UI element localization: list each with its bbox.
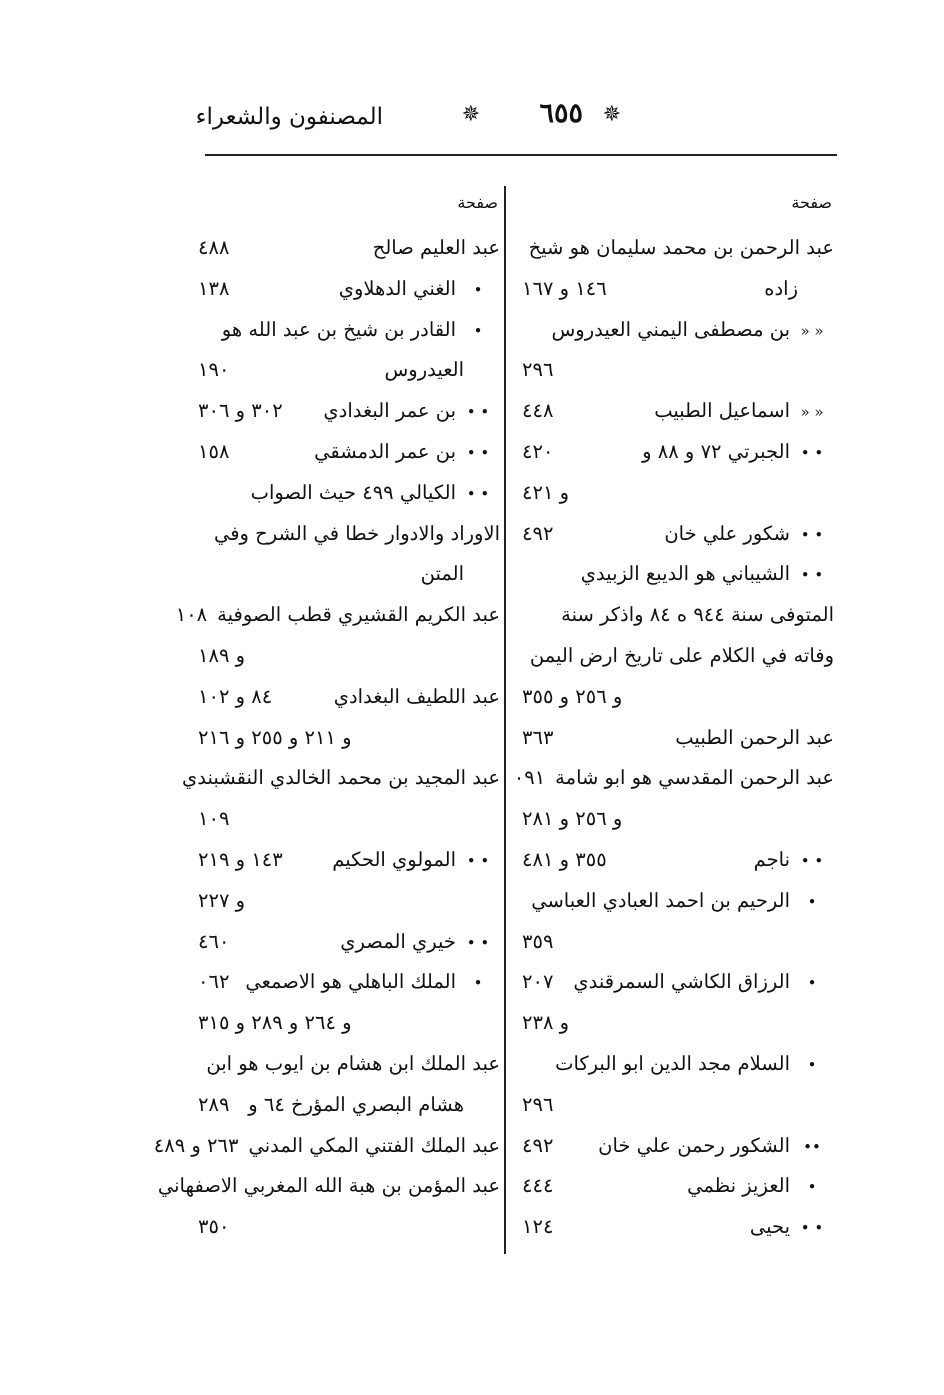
entry-name: هشام البصري المؤرخ ٦٤ و [248,1092,464,1116]
page-reference: ٤٩٢ [522,1133,554,1157]
entry-name: اسماعيل الطبيب [654,399,790,423]
page-reference: ٤٦٠ [198,929,230,953]
page-number: ٦٥٥ [539,98,583,129]
entry-name: شكور علي خان [664,521,790,545]
index-entry [190,1207,504,1248]
page-reference: ٨٤ و ١٠٢ [198,684,273,708]
index-entry [190,1044,504,1085]
ditto-mark: • • [800,525,824,544]
column-heading: صفحة [791,193,832,212]
index-entry [190,636,504,677]
ditto-mark: • [807,892,817,911]
index-column-right [514,186,838,1248]
page-reference: ١٥٨ [198,439,230,463]
entry-name: عبد الملك ابن هشام بن ايوب هو ابن [206,1051,500,1075]
index-entry [175,595,504,636]
ditto-mark: • • [800,566,824,585]
index-entry [153,1126,504,1167]
index-entry [514,718,838,759]
entry-name: المتوفى سنة ٩٤٤ ه ٨٤ واذكر سنة [561,603,834,627]
index-entry [514,595,838,636]
ditto-mark: •• [803,1137,821,1156]
index-column-left [153,186,504,1248]
ditto-mark: « « [800,321,824,340]
index-entry [514,228,838,269]
page-reference: ٣٥٩ [522,929,554,953]
index-entry [190,269,504,310]
ditto-mark: • • [466,851,490,870]
ditto-mark: • • [800,443,824,462]
entry-name: وفاته في الكلام على تاريخ ارض اليمن [529,643,834,667]
index-entry [514,962,838,1003]
ditto-mark: • • [800,1219,824,1238]
entry-name: العيدروس [384,358,464,382]
index-entry [182,758,504,799]
entry-name: عبد الرحمن بن محمد سليمان هو شيخ [528,236,834,259]
entry-name: يحيى [749,1215,790,1239]
column-divider [504,186,506,1254]
entry-name: عبد المجيد بن محمد الخالدي النقشبندي [182,766,500,790]
column-heading: صفحة [457,193,498,212]
index-entry [190,473,504,514]
page-reference: ٣٥٥ و ٤٨١ [522,847,607,871]
index-entry [190,962,504,1003]
entry-name: الشيباني هو الديبع الزبيدي [580,562,790,586]
entry-name: عبد اللطيف البغدادي [333,684,500,708]
entry-name: زاده [764,276,798,300]
page-reference: ٣٠٢ و ٣٠٦ [198,399,283,423]
ditto-mark: • • [466,443,490,462]
entry-name: السلام مجد الدين ابو البركات [555,1051,790,1075]
page-reference: ٤٤٨ [522,399,554,423]
entry-name: الملك الباهلي هو الاصمعي [245,970,456,994]
index-entry [190,554,504,595]
page-reference: ١٣٨ [198,276,230,300]
index-entry [514,881,838,922]
index-entry [190,1085,504,1126]
entry-name: عبد الملك الفتني المكي المدني [248,1133,500,1157]
page-reference: ١٤٣ و ٢١٩ [198,847,283,871]
page-reference: و ٢١١ و ٢٥٥ و ٢١٦ [198,725,352,749]
index-entry [190,228,504,269]
entry-name: الغني الدهلاوي [338,276,456,300]
page-header [195,92,835,148]
page-reference: ٣٦٣ [522,725,554,749]
index-entry [190,881,504,922]
index-entry [514,473,838,514]
index-lines [153,228,504,1248]
ornament-icon: ✵ [602,102,621,127]
entry-name: القادر بن شيخ بن عبد الله هو [221,317,456,341]
page-reference: ١٩٠ [198,358,230,382]
index-lines [514,228,838,1248]
index-entry [190,310,504,351]
index-entry [190,350,504,391]
ditto-mark: • [807,1055,817,1074]
index-entry [514,1044,838,1085]
ornament-icon: ✵ [461,102,480,127]
page-reference: ٤٢٠ [522,439,554,463]
index-entry [157,1166,504,1207]
index-entry [514,1003,838,1044]
entry-name: الكيالي ٤٩٩ حيث الصواب [250,480,456,504]
index-entry [514,922,838,963]
page-reference: ٣٥٠ [198,1215,230,1239]
page-reference: ٢٩٦ [522,358,554,382]
entry-name: العزيز نظمي [687,1174,790,1198]
ditto-mark: • [473,280,483,299]
index-entry [514,1207,838,1248]
entry-name: الرزاق الكاشي السمرقندي [573,970,790,994]
header-rule [205,154,837,156]
ditto-mark: • • [466,403,490,422]
page-reference: و ٢٥٦ و ٣٥٥ [522,684,623,708]
page-reference: ٠٦٢ [198,970,230,994]
page-reference: ١٢٤ [522,1215,554,1239]
ditto-mark: • [807,974,817,993]
ditto-mark: • • [466,484,490,503]
index-entry [190,391,504,432]
index-entry [514,514,838,555]
index-entry [514,1126,838,1167]
entry-name: عبد الكريم القشيري قطب الصوفية [217,603,500,627]
index-entry [190,799,504,840]
index-entry [514,840,838,881]
entry-name: الاوراد والادوار خطا في الشرح وفي [213,521,500,545]
index-entry [514,554,838,595]
page-reference: و ٤٢١ [522,480,570,504]
ditto-mark: • • [800,851,824,870]
page-reference: ٠٩١ [513,766,546,790]
index-entry [514,432,838,473]
index-entry [514,269,838,310]
entry-name: عبد الرحمن الطبيب [675,725,834,749]
index-entry [190,840,504,881]
index-entry [190,922,504,963]
entry-name: خيري المصري [340,929,456,953]
ditto-mark: « « [800,403,824,422]
page-reference: ٢٠٧ [522,970,554,994]
page-reference: ٢٩٦ [522,1092,554,1116]
page-reference: ٤٩٢ [522,521,554,545]
entry-name: الجبرتي ٧٢ و ٨٨ و [642,439,790,463]
index-entry [190,432,504,473]
entry-name: المتن [420,562,464,586]
entry-name: عبد المؤمن بن هبة الله المغربي الاصفهاني [157,1174,500,1198]
page-reference: ٢٨٩ [198,1092,230,1116]
page-reference: ١٤٦ و ١٦٧ [522,276,607,300]
entry-name: عبد العليم صالح [372,236,500,259]
index-entry [514,799,838,840]
entry-name: عبد الرحمن المقدسي هو ابو شامة [555,766,834,790]
entry-name: ناجم [753,847,790,871]
page-reference: و ٢٢٧ [198,888,246,912]
ditto-mark: • • [466,933,490,952]
entry-name: المولوي الحكيم [332,847,456,871]
index-entry [514,350,838,391]
index-entry [514,1085,838,1126]
page-reference: ١٠٩ [198,807,230,831]
index-entry [190,718,504,759]
page-reference: ٤٨٨ [198,236,230,259]
page-reference: ٤٤٤ [522,1174,554,1198]
index-entry [514,677,838,718]
page-reference: و ٢٥٦ و ٢٨١ [522,807,623,831]
entry-name: الشكور رحمن علي خان [598,1133,790,1157]
entry-name: الرحيم بن احمد العبادي العباسي [531,888,790,912]
page-reference: و ٢٦٤ و ٢٨٩ و ٣١٥ [198,1011,352,1035]
index-entry [514,758,838,799]
page-reference: ٢٦٣ و ٤٨٩ [153,1133,239,1157]
index-entry [190,1003,504,1044]
entry-name: بن عمر الدمشقي [314,439,456,463]
entry-name: بن مصطفى اليمني العيدروس [551,317,790,341]
index-entry [190,514,504,555]
ditto-mark: • [473,321,483,340]
index-entry [514,310,838,351]
index-entry [514,1166,838,1207]
index-entry [190,677,504,718]
running-title: المصنفون والشعراء [195,104,383,130]
page-reference: و ٢٣٨ [522,1011,570,1035]
ditto-mark: • [473,974,483,993]
page-reference: ١٠٨ [175,603,208,627]
ditto-mark: • [807,1178,817,1197]
index-entry [514,391,838,432]
index-entry [514,636,838,677]
entry-name: بن عمر البغدادي [323,399,456,423]
page-reference: و ١٨٩ [198,643,246,667]
